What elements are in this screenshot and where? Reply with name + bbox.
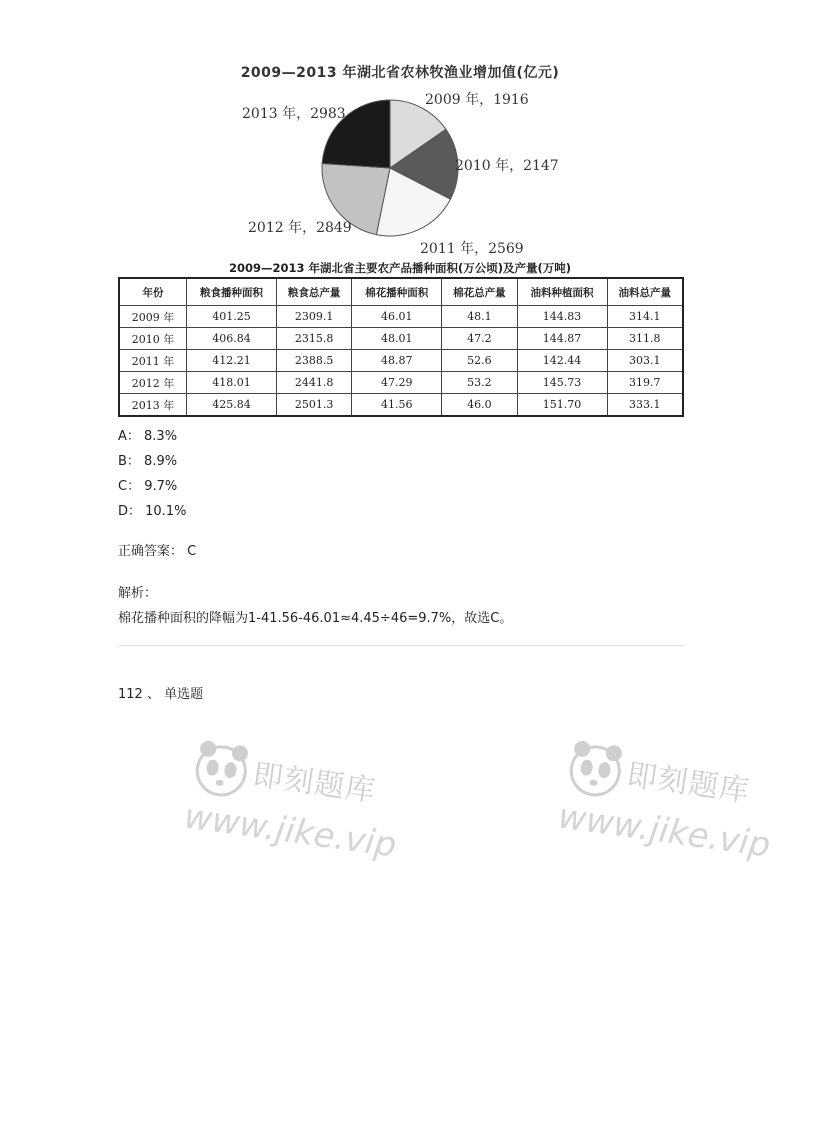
table-header-row — [119, 278, 683, 306]
table-cell: 2501.3 — [277, 394, 352, 417]
watermark-text: 即刻题库 — [250, 757, 379, 810]
table-cell: 151.70 — [517, 394, 607, 417]
watermark-text: 即刻题库 — [624, 757, 753, 810]
agri-data-table — [118, 277, 684, 417]
watermark-left — [181, 735, 496, 895]
table-cell: 48.01 — [352, 328, 442, 350]
table-row — [119, 372, 683, 394]
table-cell: 406.84 — [187, 328, 277, 350]
header-grain-area: 粮食播种面积 — [187, 278, 277, 306]
pie-label-2012: 2012 年，2849 — [248, 220, 352, 236]
panda-logo-icon — [562, 735, 630, 803]
table-cell: 144.87 — [517, 328, 607, 350]
correct-answer: 正确答案： C — [118, 544, 197, 559]
explanation-title: 解析： — [118, 586, 158, 601]
table-cell: 401.25 — [187, 306, 277, 328]
table-row — [119, 328, 683, 350]
header-year: 年份 — [119, 278, 187, 306]
watermark-right — [555, 735, 773, 895]
table-cell: 303.1 — [607, 350, 683, 372]
pie-label-2010: 2010 年，2147 — [455, 158, 559, 174]
table-row — [119, 306, 683, 328]
table-cell: 48.1 — [442, 306, 517, 328]
table-cell: 2011 年 — [119, 350, 187, 372]
table-title: 2009—2013 年湖北省主要农产品播种面积(万公顷)及产量(万吨) — [228, 261, 572, 275]
table-cell: 47.2 — [442, 328, 517, 350]
watermark-url: www.jike.vip — [181, 796, 399, 866]
table-cell: 52.6 — [442, 350, 517, 372]
pie-label-2011: 2011 年，2569 — [420, 241, 524, 257]
table-cell: 2315.8 — [277, 328, 352, 350]
option-c[interactable]: C： 9.7% — [118, 479, 178, 494]
table-cell: 333.1 — [607, 394, 683, 417]
header-oil-area: 油料种植面积 — [517, 278, 607, 306]
table-cell: 145.73 — [517, 372, 607, 394]
table-cell: 2012 年 — [119, 372, 187, 394]
table-cell: 418.01 — [187, 372, 277, 394]
panda-logo-icon — [188, 735, 256, 803]
header-grain-output: 粮食总产量 — [277, 278, 352, 306]
table-cell: 425.84 — [187, 394, 277, 417]
header-oil-output: 油料总产量 — [607, 278, 683, 306]
table-cell: 48.87 — [352, 350, 442, 372]
table-cell: 319.7 — [607, 372, 683, 394]
table-cell: 41.56 — [352, 394, 442, 417]
table-cell: 2388.5 — [277, 350, 352, 372]
table-cell: 46.0 — [442, 394, 517, 417]
table-cell: 142.44 — [517, 350, 607, 372]
watermark-url: www.jike.vip — [555, 796, 773, 866]
table-cell: 311.8 — [607, 328, 683, 350]
table-cell: 46.01 — [352, 306, 442, 328]
explanation-text: 棉花播种面积的降幅为1-41.56-46.01≈4.45÷46=9.7%，故选C。 — [118, 611, 513, 626]
table-cell: 314.1 — [607, 306, 683, 328]
pie-chart — [200, 80, 600, 260]
table-cell: 2010 年 — [119, 328, 187, 350]
table-cell: 2309.1 — [277, 306, 352, 328]
table-row — [119, 350, 683, 372]
pie-label-2009: 2009 年，1916 — [425, 92, 529, 108]
table-cell: 53.2 — [442, 372, 517, 394]
table-cell: 412.21 — [187, 350, 277, 372]
divider — [118, 645, 684, 646]
pie-chart-title: 2009—2013 年湖北省农林牧渔业增加值(亿元) — [240, 65, 560, 81]
next-question-header: 112 、 单选题 — [118, 687, 204, 702]
table-cell: 47.29 — [352, 372, 442, 394]
option-d[interactable]: D： 10.1% — [118, 504, 187, 519]
table-cell: 2009 年 — [119, 306, 187, 328]
table-cell: 144.83 — [517, 306, 607, 328]
option-b[interactable]: B： 8.9% — [118, 454, 178, 469]
option-a[interactable]: A： 8.3% — [118, 429, 178, 444]
table-cell: 2013 年 — [119, 394, 187, 417]
table-row — [119, 394, 683, 417]
table-cell: 2441.8 — [277, 372, 352, 394]
pie-label-2013: 2013 年，2983 — [242, 106, 346, 122]
header-cotton-output: 棉花总产量 — [442, 278, 517, 306]
header-cotton-area: 棉花播种面积 — [352, 278, 442, 306]
